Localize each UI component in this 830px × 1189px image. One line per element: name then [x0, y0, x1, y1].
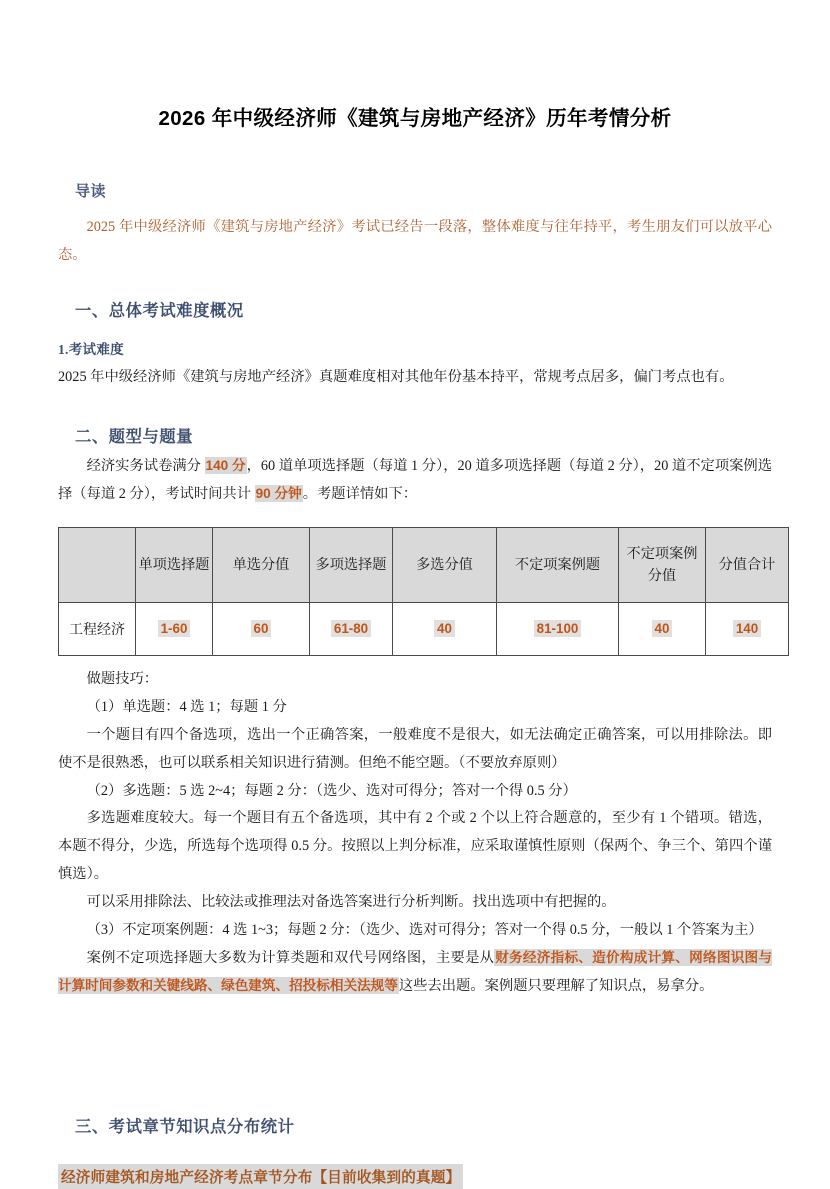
tip-2-title: （2）多选题：5 选 2~4；每题 2 分：（选少、选对可得分；答对一个得 0.5 分） — [86, 782, 577, 799]
cell-value: 140 — [733, 620, 761, 637]
section-3-heading: 三、考试章节知识点分布统计 — [75, 1117, 295, 1136]
tip-3-body — [58, 945, 772, 1001]
table-header-row — [59, 528, 789, 603]
table-cell-case-score — [619, 603, 706, 656]
exam-structure-table — [58, 527, 789, 656]
chapter-distribution-highlight: 经济师建筑和房地产经济考点章节分布【目前收集到的真题】 — [58, 1164, 463, 1189]
tips-block — [58, 656, 772, 1001]
section-2-intro — [58, 447, 772, 509]
total-score-highlight: 140 分 — [205, 458, 246, 474]
tip-1-title: （1）单选题：4 选 1；每题 1 分 — [86, 698, 287, 715]
cell-value: 60 — [251, 620, 272, 637]
table-header-cell-2: 单选分值 — [213, 528, 310, 603]
cell-value: 81-100 — [534, 620, 582, 637]
lead-heading: 导读 — [75, 182, 107, 200]
table-cell-total-score — [706, 603, 789, 656]
cell-value: 1-60 — [158, 620, 191, 637]
tip-3-text-part-1: 案例不定项选择题大多数为计算类题和双代号网络图，主要是从 — [86, 949, 495, 966]
section-2-heading: 二、题型与题量 — [75, 428, 194, 447]
table-header-cell-7: 分值合计 — [706, 528, 789, 603]
tip-2-body-extra: 可以采用排除法、比较法或推理法对备选答案进行分析判断。找出选项中有把握的。 — [86, 894, 616, 911]
page-title: 2026 年中级经济师《建筑与房地产经济》历年考情分析 — [158, 107, 672, 130]
cell-value: 40 — [434, 620, 455, 637]
table-cell-single-choice-range — [136, 603, 213, 656]
table-header-cell-1: 单项选择题 — [136, 528, 213, 603]
table-row — [59, 603, 789, 656]
cell-value: 40 — [652, 620, 673, 637]
table-header-cell-3: 多项选择题 — [310, 528, 393, 603]
table-row-label: 工程经济 — [59, 603, 136, 656]
tip-2-body: 多选题难度较大。每一个题目有五个备选项，其中有 2 个或 2 个以上符合题意的，至少有 1 个错项。错选，本题不得分，少选，所选每个选项得 0.5 分。按照以上判分标准，应采取谨慎性原则（保两个、争三个、第四个谨慎选）。 — [58, 810, 772, 883]
section-1-heading: 一、总体考试难度概况 — [75, 302, 244, 321]
intro-text-part-1: 经济实务试卷满分 — [86, 458, 205, 475]
table-header-cell-4: 多选分值 — [393, 528, 497, 603]
intro-text-part-2: ，60 道单项选择题（每道 1 分），20 道多项选择题（每道 2 分），20 道不定项案例选择（每道 2 分），考试时间共计 — [58, 458, 773, 503]
table-header-cell-5: 不定项案例题 — [497, 528, 619, 603]
cell-value: 61-80 — [331, 620, 371, 637]
table-cell-single-choice-score — [213, 603, 310, 656]
table-header-cell-0 — [59, 528, 136, 603]
highlight-spacer — [58, 1137, 772, 1164]
table-cell-multi-choice-range — [310, 603, 393, 656]
intro-text-part-3: 。考题详情如下： — [302, 486, 418, 503]
section-1-paragraph: 2025 年中级经济师《建筑与房地产经济》真题难度相对其他年份基本持平，常规考点居多，偏门考点也有。 — [58, 369, 734, 386]
case-topics-highlight: 财务经济指标、造价构成计算、网络图识图与计算时间参数和关键线路、绿色建筑、招投标相关法规等 — [58, 949, 773, 993]
tip-3-text-part-2: 这些去出题。案例题只要理解了知识点，易拿分。 — [398, 977, 714, 994]
tip-1-body: 一个题目有四个备选项，选出一个正确答案，一般难度不是很大，如无法确定正确答案，可以用排除法。即使不是很熟悉，也可以联系相关知识进行猜测。但绝不能空题。（不要放弃原则） — [58, 726, 772, 771]
table-cell-case-range — [497, 603, 619, 656]
table-header-cell-6: 不定项案例分值 — [619, 528, 706, 603]
lead-paragraph: 2025 年中级经济师《建筑与房地产经济》考试已经告一段落，整体难度与往年持平，考生朋友们可以放平心态。 — [58, 218, 772, 263]
tip-3-title: （3）不定项案例题：4 选 1~3；每题 2 分：（选少、选对可得分；答对一个得 0.5 分，一般以 1 个答案为主） — [86, 921, 763, 938]
table-cell-multi-choice-score — [393, 603, 497, 656]
tips-title: 做题技巧： — [86, 671, 159, 688]
section-1-subheading: 1.考试难度 — [58, 342, 124, 358]
exam-duration-highlight: 90 分钟 — [255, 486, 302, 502]
chapter-distribution-line-wrap — [58, 1164, 772, 1189]
section-spacer — [58, 1001, 772, 1113]
